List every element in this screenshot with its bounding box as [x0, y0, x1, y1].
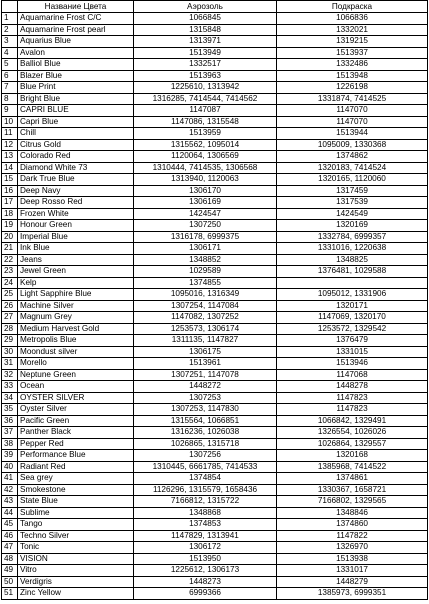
aerosol-code-cell: 1225612, 1306173 — [134, 565, 277, 577]
aerosol-code-cell: 1307251, 1147078 — [134, 369, 277, 381]
touchup-code-cell: 1317459 — [277, 185, 428, 197]
aerosol-code-cell: 1095016, 1316349 — [134, 289, 277, 301]
aerosol-code-cell: 1311135, 1147827 — [134, 335, 277, 347]
touchup-code-cell: 1376479 — [277, 335, 428, 347]
color-name-cell: Aquamarine Frost C/C — [18, 13, 134, 25]
color-name-cell: Kelp — [18, 277, 134, 289]
row-number: 30 — [2, 346, 18, 358]
row-number: 35 — [2, 404, 18, 416]
touchup-code-cell: 1147070 — [277, 105, 428, 117]
color-name-cell: Blazer Blue — [18, 70, 134, 82]
aerosol-code-cell: 1424547 — [134, 208, 277, 220]
table-row — [2, 174, 428, 186]
touchup-code-cell: 1326554, 1026026 — [277, 427, 428, 439]
touchup-code-cell: 1513948 — [277, 70, 428, 82]
color-name-cell: Verdigris — [18, 576, 134, 588]
aerosol-code-cell: 1313940, 1120063 — [134, 174, 277, 186]
table-row — [2, 473, 428, 485]
color-name-cell: Vitro — [18, 565, 134, 577]
row-number: 8 — [2, 93, 18, 105]
color-name-cell: Ink Blue — [18, 243, 134, 255]
row-number: 20 — [2, 231, 18, 243]
touchup-code-cell: 1320168 — [277, 450, 428, 462]
table-row — [2, 82, 428, 94]
table-row — [2, 59, 428, 71]
table-row — [2, 346, 428, 358]
touchup-code-cell: 1095012, 1331906 — [277, 289, 428, 301]
touchup-code-cell: 7166802, 1329565 — [277, 496, 428, 508]
row-number: 23 — [2, 266, 18, 278]
touchup-code-cell: 1147068 — [277, 369, 428, 381]
table-row — [2, 208, 428, 220]
touchup-code-cell: 1320171 — [277, 300, 428, 312]
color-name-cell: Balliol Blue — [18, 59, 134, 71]
color-name-cell: Chill — [18, 128, 134, 140]
table-row — [2, 300, 428, 312]
table-row — [2, 277, 428, 289]
table-row — [2, 243, 428, 255]
touchup-code-cell: 1317539 — [277, 197, 428, 209]
table-row — [2, 530, 428, 542]
row-number: 27 — [2, 312, 18, 324]
color-name-cell: State Blue — [18, 496, 134, 508]
aerosol-code-cell: 1147829, 1313941 — [134, 530, 277, 542]
row-number: 49 — [2, 565, 18, 577]
table-row — [2, 289, 428, 301]
table-row — [2, 415, 428, 427]
row-number: 44 — [2, 507, 18, 519]
aerosol-code-cell: 1448272 — [134, 381, 277, 393]
table-row — [2, 47, 428, 59]
color-name-cell: Panther Black — [18, 427, 134, 439]
touchup-code-cell: 1374862 — [277, 151, 428, 163]
aerosol-code-cell: 1066845 — [134, 13, 277, 25]
aerosol-code-cell: 1316236, 1026038 — [134, 427, 277, 439]
aerosol-code-cell: 1026865, 1315718 — [134, 438, 277, 450]
aerosol-code-cell: 1513950 — [134, 553, 277, 565]
touchup-code-cell — [277, 277, 428, 289]
touchup-code-cell: 1026864, 1329557 — [277, 438, 428, 450]
touchup-code-cell: 1424549 — [277, 208, 428, 220]
aerosol-code-cell: 1448273 — [134, 576, 277, 588]
table-row — [2, 24, 428, 36]
color-name-cell: Blue Print — [18, 82, 134, 94]
table-row — [2, 323, 428, 335]
aerosol-code-cell: 1306175 — [134, 346, 277, 358]
table-row — [2, 496, 428, 508]
row-number: 41 — [2, 473, 18, 485]
row-number: 15 — [2, 174, 18, 186]
table-row — [2, 105, 428, 117]
color-name-cell: Bright Blue — [18, 93, 134, 105]
color-name-cell: Performance Blue — [18, 450, 134, 462]
table-row — [2, 335, 428, 347]
touchup-code-cell: 1320183, 7414524 — [277, 162, 428, 174]
touchup-code-cell: 1147822 — [277, 530, 428, 542]
table-row — [2, 93, 428, 105]
row-number: 36 — [2, 415, 18, 427]
table-row — [2, 197, 428, 209]
table-row — [2, 427, 428, 439]
row-number: 47 — [2, 542, 18, 554]
aerosol-code-cell: 1374854 — [134, 473, 277, 485]
color-name-cell: Deep Rosso Red — [18, 197, 134, 209]
table-row — [2, 151, 428, 163]
row-number: 24 — [2, 277, 18, 289]
aerosol-code-cell: 1225610, 1313942 — [134, 82, 277, 94]
table-row — [2, 36, 428, 48]
aerosol-code-cell: 1315848 — [134, 24, 277, 36]
aerosol-code-cell: 1307253, 1147830 — [134, 404, 277, 416]
touchup-code-cell: 1326970 — [277, 542, 428, 554]
aerosol-code-cell: 1120064, 1306569 — [134, 151, 277, 163]
table-row — [2, 507, 428, 519]
header-touchup: Подкраска — [277, 1, 428, 13]
aerosol-code-cell: 1253573, 1306174 — [134, 323, 277, 335]
aerosol-code-cell: 1313971 — [134, 36, 277, 48]
row-number: 45 — [2, 519, 18, 531]
table-row — [2, 438, 428, 450]
color-name-cell: Oyster Silver — [18, 404, 134, 416]
touchup-code-cell: 1448279 — [277, 576, 428, 588]
color-name-cell: VISION — [18, 553, 134, 565]
aerosol-code-cell: 1307254, 1147084 — [134, 300, 277, 312]
touchup-code-cell: 1320169 — [277, 220, 428, 232]
color-name-cell: Aquarius Blue — [18, 36, 134, 48]
aerosol-code-cell: 1316178, 6999375 — [134, 231, 277, 243]
table-row — [2, 553, 428, 565]
aerosol-code-cell: 1348852 — [134, 254, 277, 266]
aerosol-code-cell: 1513963 — [134, 70, 277, 82]
color-name-cell: Diamond White 73 — [18, 162, 134, 174]
table-row — [2, 231, 428, 243]
touchup-code-cell: 1374861 — [277, 473, 428, 485]
color-name-cell: Pepper Red — [18, 438, 134, 450]
color-name-cell: Tango — [18, 519, 134, 531]
color-name-cell: Neptune Green — [18, 369, 134, 381]
header-color-name: Название Цвета — [18, 1, 134, 13]
color-name-cell: Light Sapphire Blue — [18, 289, 134, 301]
touchup-code-cell: 1253572, 1329542 — [277, 323, 428, 335]
row-number: 32 — [2, 369, 18, 381]
color-name-cell: Sea grey — [18, 473, 134, 485]
touchup-code-cell: 1376481, 1029588 — [277, 266, 428, 278]
row-number: 1 — [2, 13, 18, 25]
aerosol-code-cell: 1307256 — [134, 450, 277, 462]
row-number: 25 — [2, 289, 18, 301]
color-codes-table — [1, 0, 428, 600]
aerosol-code-cell: 1513959 — [134, 128, 277, 140]
touchup-code-cell: 1513944 — [277, 128, 428, 140]
row-number: 50 — [2, 576, 18, 588]
color-name-cell: Techno Silver — [18, 530, 134, 542]
table-row — [2, 220, 428, 232]
aerosol-code-cell: 1307253 — [134, 392, 277, 404]
row-number: 2 — [2, 24, 18, 36]
color-name-cell: Machine Silver — [18, 300, 134, 312]
aerosol-code-cell: 1316285, 7414544, 7414562 — [134, 93, 277, 105]
header-number — [2, 1, 18, 13]
table-row — [2, 450, 428, 462]
touchup-code-cell: 1385973, 6999351 — [277, 588, 428, 600]
row-number: 46 — [2, 530, 18, 542]
table-row — [2, 312, 428, 324]
aerosol-code-cell: 1315564, 1066851 — [134, 415, 277, 427]
table-row — [2, 116, 428, 128]
color-name-cell: Morello — [18, 358, 134, 370]
color-name-cell: CAPRI BLUE — [18, 105, 134, 117]
color-codes-sheet — [1, 0, 427, 600]
color-name-cell: Tonic — [18, 542, 134, 554]
touchup-code-cell: 1331017 — [277, 565, 428, 577]
row-number: 26 — [2, 300, 18, 312]
table-row — [2, 358, 428, 370]
touchup-code-cell: 1332784, 6999357 — [277, 231, 428, 243]
table-row — [2, 185, 428, 197]
color-name-cell: Capri Blue — [18, 116, 134, 128]
aerosol-code-cell: 1348868 — [134, 507, 277, 519]
table-row — [2, 588, 428, 600]
touchup-code-cell: 1513946 — [277, 358, 428, 370]
table-row — [2, 542, 428, 554]
aerosol-code-cell: 1374855 — [134, 277, 277, 289]
aerosol-code-cell: 1310445, 6661785, 7414533 — [134, 461, 277, 473]
color-name-cell: Avalon — [18, 47, 134, 59]
row-number: 11 — [2, 128, 18, 140]
color-name-cell: OYSTER SILVER — [18, 392, 134, 404]
color-name-cell: Frozen White — [18, 208, 134, 220]
table-row — [2, 461, 428, 473]
touchup-code-cell: 1147069, 1320170 — [277, 312, 428, 324]
touchup-code-cell: 1332021 — [277, 24, 428, 36]
aerosol-code-cell: 1332517 — [134, 59, 277, 71]
aerosol-code-cell: 1306170 — [134, 185, 277, 197]
row-number: 5 — [2, 59, 18, 71]
color-name-cell: Magnum Grey — [18, 312, 134, 324]
aerosol-code-cell: 1147082, 1307252 — [134, 312, 277, 324]
row-number: 3 — [2, 36, 18, 48]
touchup-code-cell: 1331016, 1220638 — [277, 243, 428, 255]
header-aerosol: Аэрозоль — [134, 1, 277, 13]
row-number: 29 — [2, 335, 18, 347]
row-number: 12 — [2, 139, 18, 151]
touchup-code-cell: 1332486 — [277, 59, 428, 71]
touchup-code-cell: 1320165, 1120060 — [277, 174, 428, 186]
color-name-cell: Deep Navy — [18, 185, 134, 197]
aerosol-code-cell: 7166812, 1315722 — [134, 496, 277, 508]
row-number: 17 — [2, 197, 18, 209]
color-name-cell: Metropolis Blue — [18, 335, 134, 347]
touchup-code-cell: 1226198 — [277, 82, 428, 94]
touchup-code-cell: 1066836 — [277, 13, 428, 25]
row-number: 16 — [2, 185, 18, 197]
row-number: 21 — [2, 243, 18, 255]
row-number: 48 — [2, 553, 18, 565]
row-number: 37 — [2, 427, 18, 439]
row-number: 10 — [2, 116, 18, 128]
color-name-cell: Pacific Green — [18, 415, 134, 427]
touchup-code-cell: 1319215 — [277, 36, 428, 48]
aerosol-code-cell: 1310444, 7414535, 1306568 — [134, 162, 277, 174]
color-name-cell: Jewel Green — [18, 266, 134, 278]
color-name-cell: Imperial Blue — [18, 231, 134, 243]
touchup-code-cell: 1147823 — [277, 392, 428, 404]
aerosol-code-cell: 1374853 — [134, 519, 277, 531]
aerosol-code-cell: 1029589 — [134, 266, 277, 278]
color-name-cell: Citrus Gold — [18, 139, 134, 151]
aerosol-code-cell: 1307250 — [134, 220, 277, 232]
table-row — [2, 519, 428, 531]
row-number: 43 — [2, 496, 18, 508]
color-name-cell: Honour Green — [18, 220, 134, 232]
table-row — [2, 404, 428, 416]
table-row — [2, 266, 428, 278]
color-name-cell: Moondust silver — [18, 346, 134, 358]
table-row — [2, 139, 428, 151]
row-number: 7 — [2, 82, 18, 94]
touchup-code-cell: 1348846 — [277, 507, 428, 519]
row-number: 4 — [2, 47, 18, 59]
touchup-code-cell: 1513938 — [277, 553, 428, 565]
color-name-cell: Dark True Blue — [18, 174, 134, 186]
row-number: 14 — [2, 162, 18, 174]
header-row — [2, 1, 428, 13]
touchup-code-cell: 1066842, 1329491 — [277, 415, 428, 427]
color-name-cell: Aquamarine Frost pearl — [18, 24, 134, 36]
row-number: 33 — [2, 381, 18, 393]
table-row — [2, 392, 428, 404]
row-number: 9 — [2, 105, 18, 117]
aerosol-code-cell: 1306171 — [134, 243, 277, 255]
touchup-code-cell: 1331874, 7414525 — [277, 93, 428, 105]
touchup-code-cell: 1330367, 1658721 — [277, 484, 428, 496]
aerosol-code-cell: 1306169 — [134, 197, 277, 209]
touchup-code-cell: 1374860 — [277, 519, 428, 531]
touchup-code-cell: 1331015 — [277, 346, 428, 358]
row-number: 31 — [2, 358, 18, 370]
color-name-cell: Ocean — [18, 381, 134, 393]
table-row — [2, 70, 428, 82]
color-name-cell: Medium Harvest Gold — [18, 323, 134, 335]
row-number: 13 — [2, 151, 18, 163]
color-name-cell: Smokestone — [18, 484, 134, 496]
touchup-code-cell: 1348825 — [277, 254, 428, 266]
row-number: 19 — [2, 220, 18, 232]
table-row — [2, 484, 428, 496]
color-name-cell: Sublime — [18, 507, 134, 519]
row-number: 34 — [2, 392, 18, 404]
touchup-code-cell: 1095009, 1330368 — [277, 139, 428, 151]
table-row — [2, 369, 428, 381]
table-row — [2, 128, 428, 140]
row-number: 39 — [2, 450, 18, 462]
color-name-cell: Jeans — [18, 254, 134, 266]
touchup-code-cell: 1513937 — [277, 47, 428, 59]
row-number: 40 — [2, 461, 18, 473]
aerosol-code-cell: 1513949 — [134, 47, 277, 59]
touchup-code-cell: 1147823 — [277, 404, 428, 416]
aerosol-code-cell: 6999366 — [134, 588, 277, 600]
color-name-cell: Zinc Yellow — [18, 588, 134, 600]
row-number: 42 — [2, 484, 18, 496]
aerosol-code-cell: 1513961 — [134, 358, 277, 370]
aerosol-code-cell: 1315562, 1095014 — [134, 139, 277, 151]
aerosol-code-cell: 1147086, 1315548 — [134, 116, 277, 128]
table-row — [2, 565, 428, 577]
row-number: 28 — [2, 323, 18, 335]
row-number: 22 — [2, 254, 18, 266]
table-row — [2, 381, 428, 393]
color-name-cell: Colorado Red — [18, 151, 134, 163]
row-number: 51 — [2, 588, 18, 600]
aerosol-code-cell: 1126296, 1315579, 1658436 — [134, 484, 277, 496]
table-row — [2, 254, 428, 266]
touchup-code-cell: 1147070 — [277, 116, 428, 128]
row-number: 18 — [2, 208, 18, 220]
row-number: 38 — [2, 438, 18, 450]
touchup-code-cell: 1448278 — [277, 381, 428, 393]
table-row — [2, 162, 428, 174]
aerosol-code-cell: 1306172 — [134, 542, 277, 554]
row-number: 6 — [2, 70, 18, 82]
aerosol-code-cell: 1147087 — [134, 105, 277, 117]
table-row — [2, 13, 428, 25]
table-row — [2, 576, 428, 588]
touchup-code-cell: 1385968, 7414522 — [277, 461, 428, 473]
color-name-cell: Radiant Red — [18, 461, 134, 473]
